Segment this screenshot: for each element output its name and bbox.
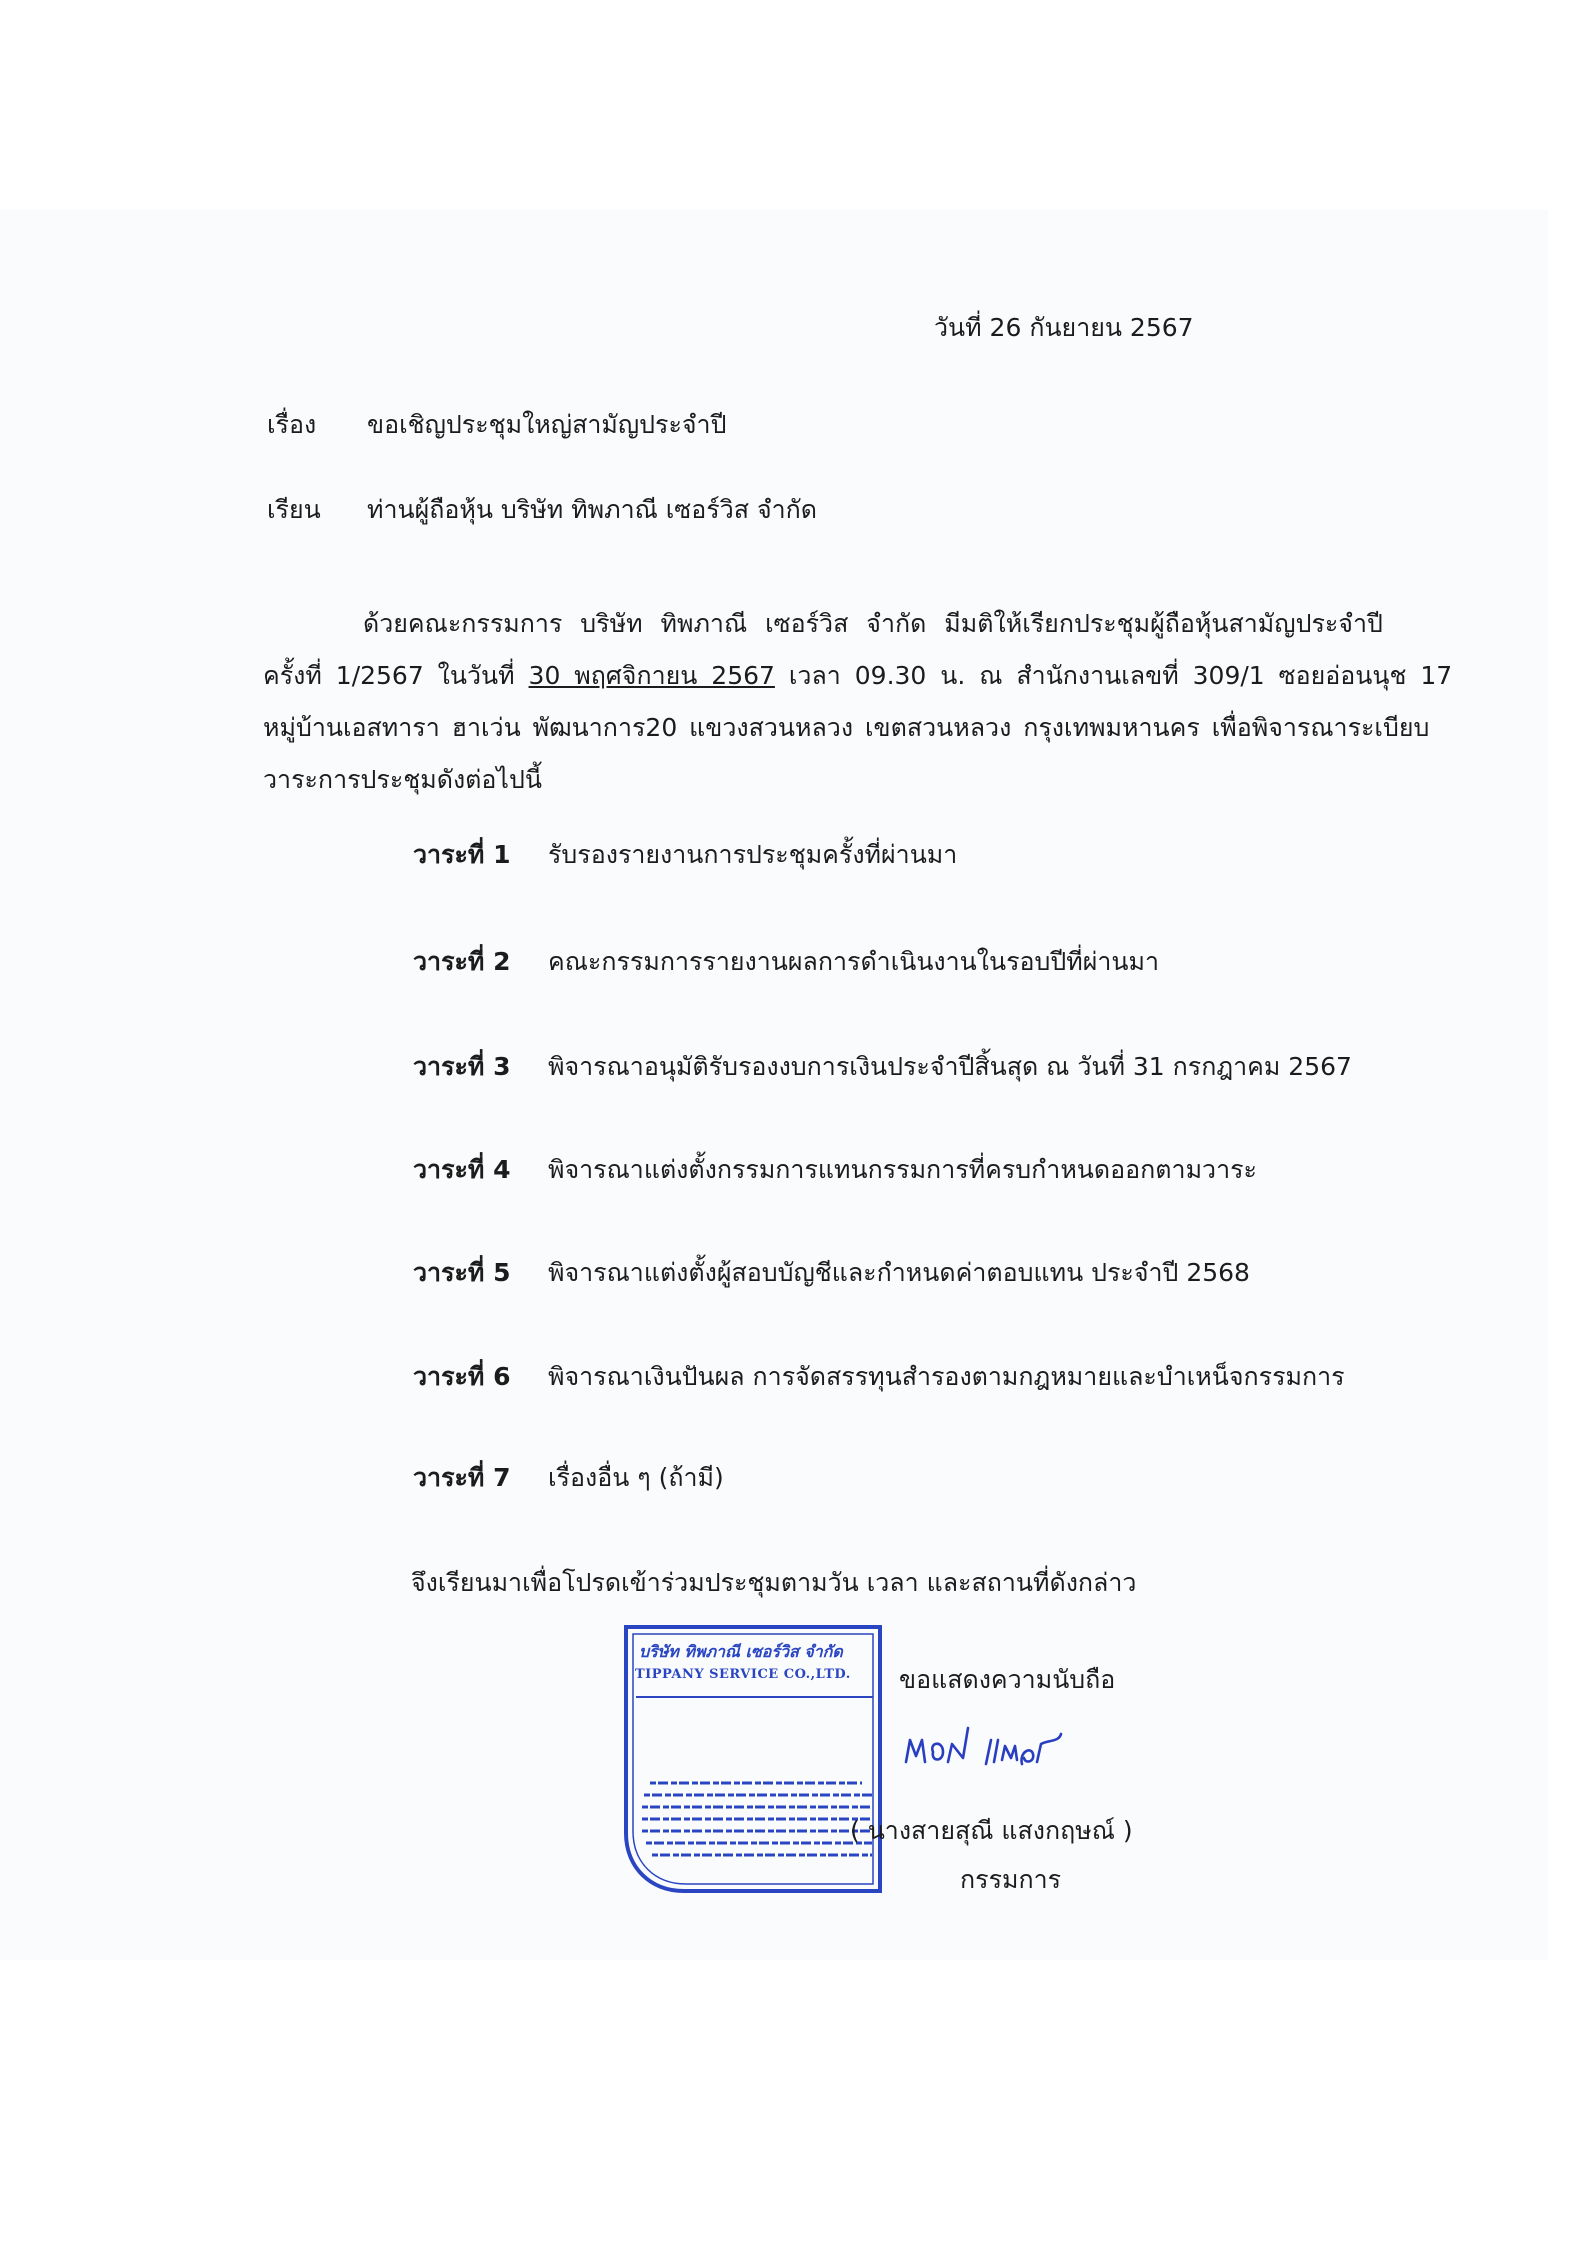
agenda-number: วาระที่ 1 (413, 840, 511, 869)
closing-sentence: จึงเรียนมาเพื่อโปรดเข้าร่วมประชุมตามวัน เวลา และสถานที่ดังกล่าว (411, 1568, 1137, 1597)
agenda-text: พิจารณาเงินปันผล การจัดสรรทุนสำรองตามกฎหมายและบำเหน็จกรรมการ (548, 1362, 1345, 1391)
regards-text: ขอแสดงความนับถือ (899, 1665, 1116, 1694)
agenda-number: วาระที่ 4 (413, 1155, 511, 1184)
agenda-text: คณะกรรมการรายงานผลการดำเนินงานในรอบปีที่ผ่านมา (548, 947, 1160, 976)
agenda-text: เรื่องอื่น ๆ (ถ้ามี) (548, 1463, 724, 1492)
agenda-number: วาระที่ 3 (413, 1052, 511, 1081)
body-paragraph (263, 598, 1475, 806)
agenda-text: รับรองรายงานการประชุมครั้งที่ผ่านมา (548, 840, 958, 869)
agenda-number: วาระที่ 7 (413, 1463, 511, 1492)
recipient-text: ท่านผู้ถือหุ้น บริษัท ทิพภาณี เซอร์วิส จำกัด (367, 495, 817, 524)
letter-date: วันที่ 26 กันยายน 2567 (934, 313, 1194, 342)
paragraph-line-2-start: ครั้งที่ 1/2567 ในวันที่ (263, 661, 529, 690)
handwritten-signature (903, 1722, 1065, 1780)
paragraph-line-1: ด้วยคณะกรรมการ บริษัท ทิพภาณี เซอร์วิส จำกัด มีมติให้เรียกประชุมผู้ถือหุ้นสามัญประจำปี (363, 609, 1383, 638)
agenda-text: พิจารณาแต่งตั้งกรรมการแทนกรรมการที่ครบกำหนดออกตามวาระ (548, 1155, 1257, 1184)
paragraph-line-2-end: เวลา 09.30 น. ณ สำนักงานเลขที่ 309/1 ซอยอ่อนนุช 17 (774, 661, 1453, 690)
agenda-number: วาระที่ 2 (413, 947, 511, 976)
subject-label: เรื่อง (267, 410, 317, 439)
agenda-number: วาระที่ 5 (413, 1258, 511, 1287)
paragraph-line-2 (263, 650, 1475, 702)
meeting-date-underlined: 30 พฤศจิกายน 2567 (528, 661, 775, 690)
company-stamp (622, 1623, 887, 1895)
signer-name: ( นางสายสุณี แสงกฤษณ์ ) (850, 1816, 1133, 1845)
recipient-label: เรียน (267, 495, 321, 524)
agenda-number: วาระที่ 6 (413, 1362, 511, 1391)
stamp-company-thai: บริษัท ทิพภาณี เซอร์วิส จำกัด (639, 1642, 843, 1661)
paragraph-line-3: หมู่บ้านเอสทารา ฮาเว่น พัฒนาการ20 แขวงสวนหลวง เขตสวนหลวง กรุงเทพมหานคร เพื่อพิจารณาระเบียบ (263, 713, 1430, 742)
subject-text: ขอเชิญประชุมใหญ่สามัญประจำปี (367, 410, 727, 439)
signer-title: กรรมการ (960, 1865, 1062, 1894)
agenda-text: พิจารณาอนุมัติรับรองงบการเงินประจำปีสิ้นสุด ณ วันที่ 31 กรกฎาคม 2567 (548, 1052, 1352, 1081)
agenda-text: พิจารณาแต่งตั้งผู้สอบบัญชีและกำหนดค่าตอบแทน ประจำปี 2568 (548, 1258, 1250, 1287)
stamp-company-english: TIPPANY SERVICE CO.,LTD. (635, 1667, 851, 1682)
paragraph-line-4: วาระการประชุมดังต่อไปนี้ (263, 765, 542, 794)
